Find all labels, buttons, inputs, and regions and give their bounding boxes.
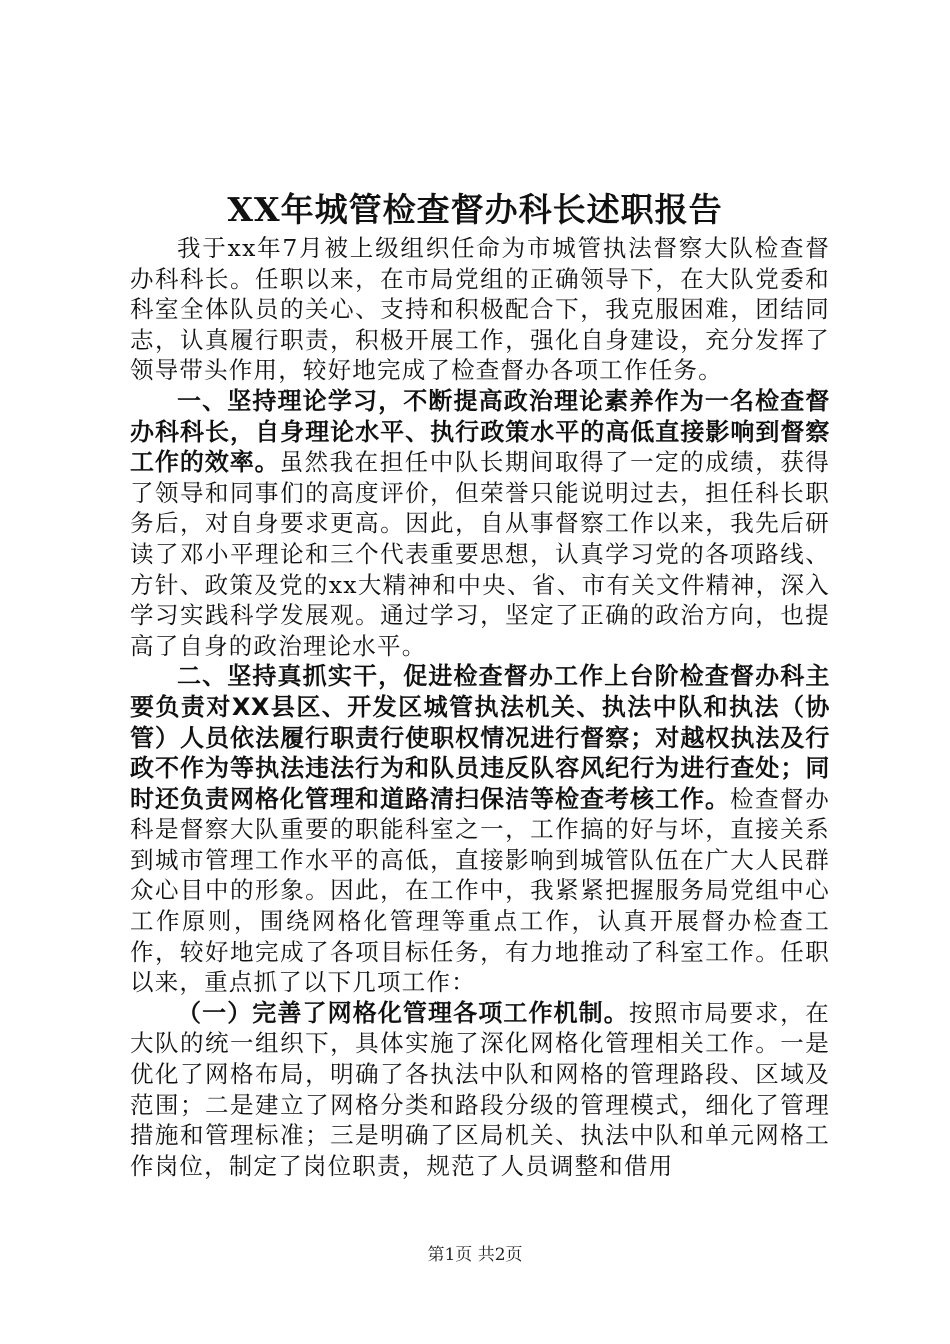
section-2-text: 检查督办科是督察大队重要的职能科室之一，工作搞的好与坏，直接关系到城市管理工作水平的高低，直接影响到城管队伍在广大人民群众心目中的形象。因此，在工作中，我紧紧把握服务局党组中心工作原则，围绕网格化管理等重点工作，认真开展督办检查工作，较好地完成了各项目标任务，有力地推动了科室工作。任职以来，重点抓了以下几项工作：: [130, 784, 830, 997]
section-2-heading: 二、坚持真抓实干，促进检查督办工作上台阶检查督办科主要负责对XX县区、开发区城管执法机关、执法中队和执法（协管）人员依法履行职责行使职权情况进行督察；对越权执法及行政不作为等执法违法行为和队员违反队容风纪行为进行查处；同时还负责网格化管理和道路清扫保洁等检查考核工作。: [130, 662, 830, 813]
paragraph-section-2: [130, 661, 830, 998]
section-1-heading: 一、坚持理论学习，不断提高政治理论素养作为一名检查督办科科长，自身理论水平、执行政策水平的高低直接影响到督察工作的效率。: [130, 386, 830, 477]
paragraph-intro-text: 我于xx年7月被上级组织任命为市城管执法督察大队检查督办科科长。任职以来，在市局党组的正确领导下，在大队党委和科室全体队员的关心、支持和积极配合下，我克服困难，团结同志，认真履行职责，积极开展工作，强化自身建设，充分发挥了领导带头作用，较好地完成了检查督办各项工作任务。: [130, 234, 830, 385]
page-footer: 第1页 共2页: [427, 1245, 523, 1265]
subsection-1-text: 按照市局要求，在大队的统一组织下，具体实施了深化网格化管理相关工作。一是优化了网格布局，明确了各执法中队和网格的管理路段、区域及范围；二是建立了网格分类和路段分级的管理模式，细化了管理措施和管理标准；三是明确了区局机关、执法中队和单元网格工作岗位，制定了岗位职责，规范了人员调整和借用: [130, 998, 830, 1180]
paragraph-section-1: [130, 386, 830, 661]
paragraph-subsection-1: [130, 998, 830, 1182]
document-body: [130, 233, 830, 1181]
paragraph-intro: [130, 233, 830, 386]
section-1-text: 虽然我在担任中队长期间取得了一定的成绩，获得了领导和同事们的高度评价，但荣誉只能说明过去，担任科长职务后，对自身要求更高。因此，自从事督察工作以来，我先后研读了邓小平理论和三个代表重要思想，认真学习党的各项路线、方针、政策及党的xx大精神和中央、省、市有关文件精神，深入学习实践科学发展观。通过学习，坚定了正确的政治方向，也提高了自身的政治理论水平。: [130, 448, 830, 660]
subsection-1-heading: （一）完善了网格化管理各项工作机制。: [177, 998, 629, 1027]
document-title: XX年城管检查督办科长述职报告: [227, 190, 723, 229]
